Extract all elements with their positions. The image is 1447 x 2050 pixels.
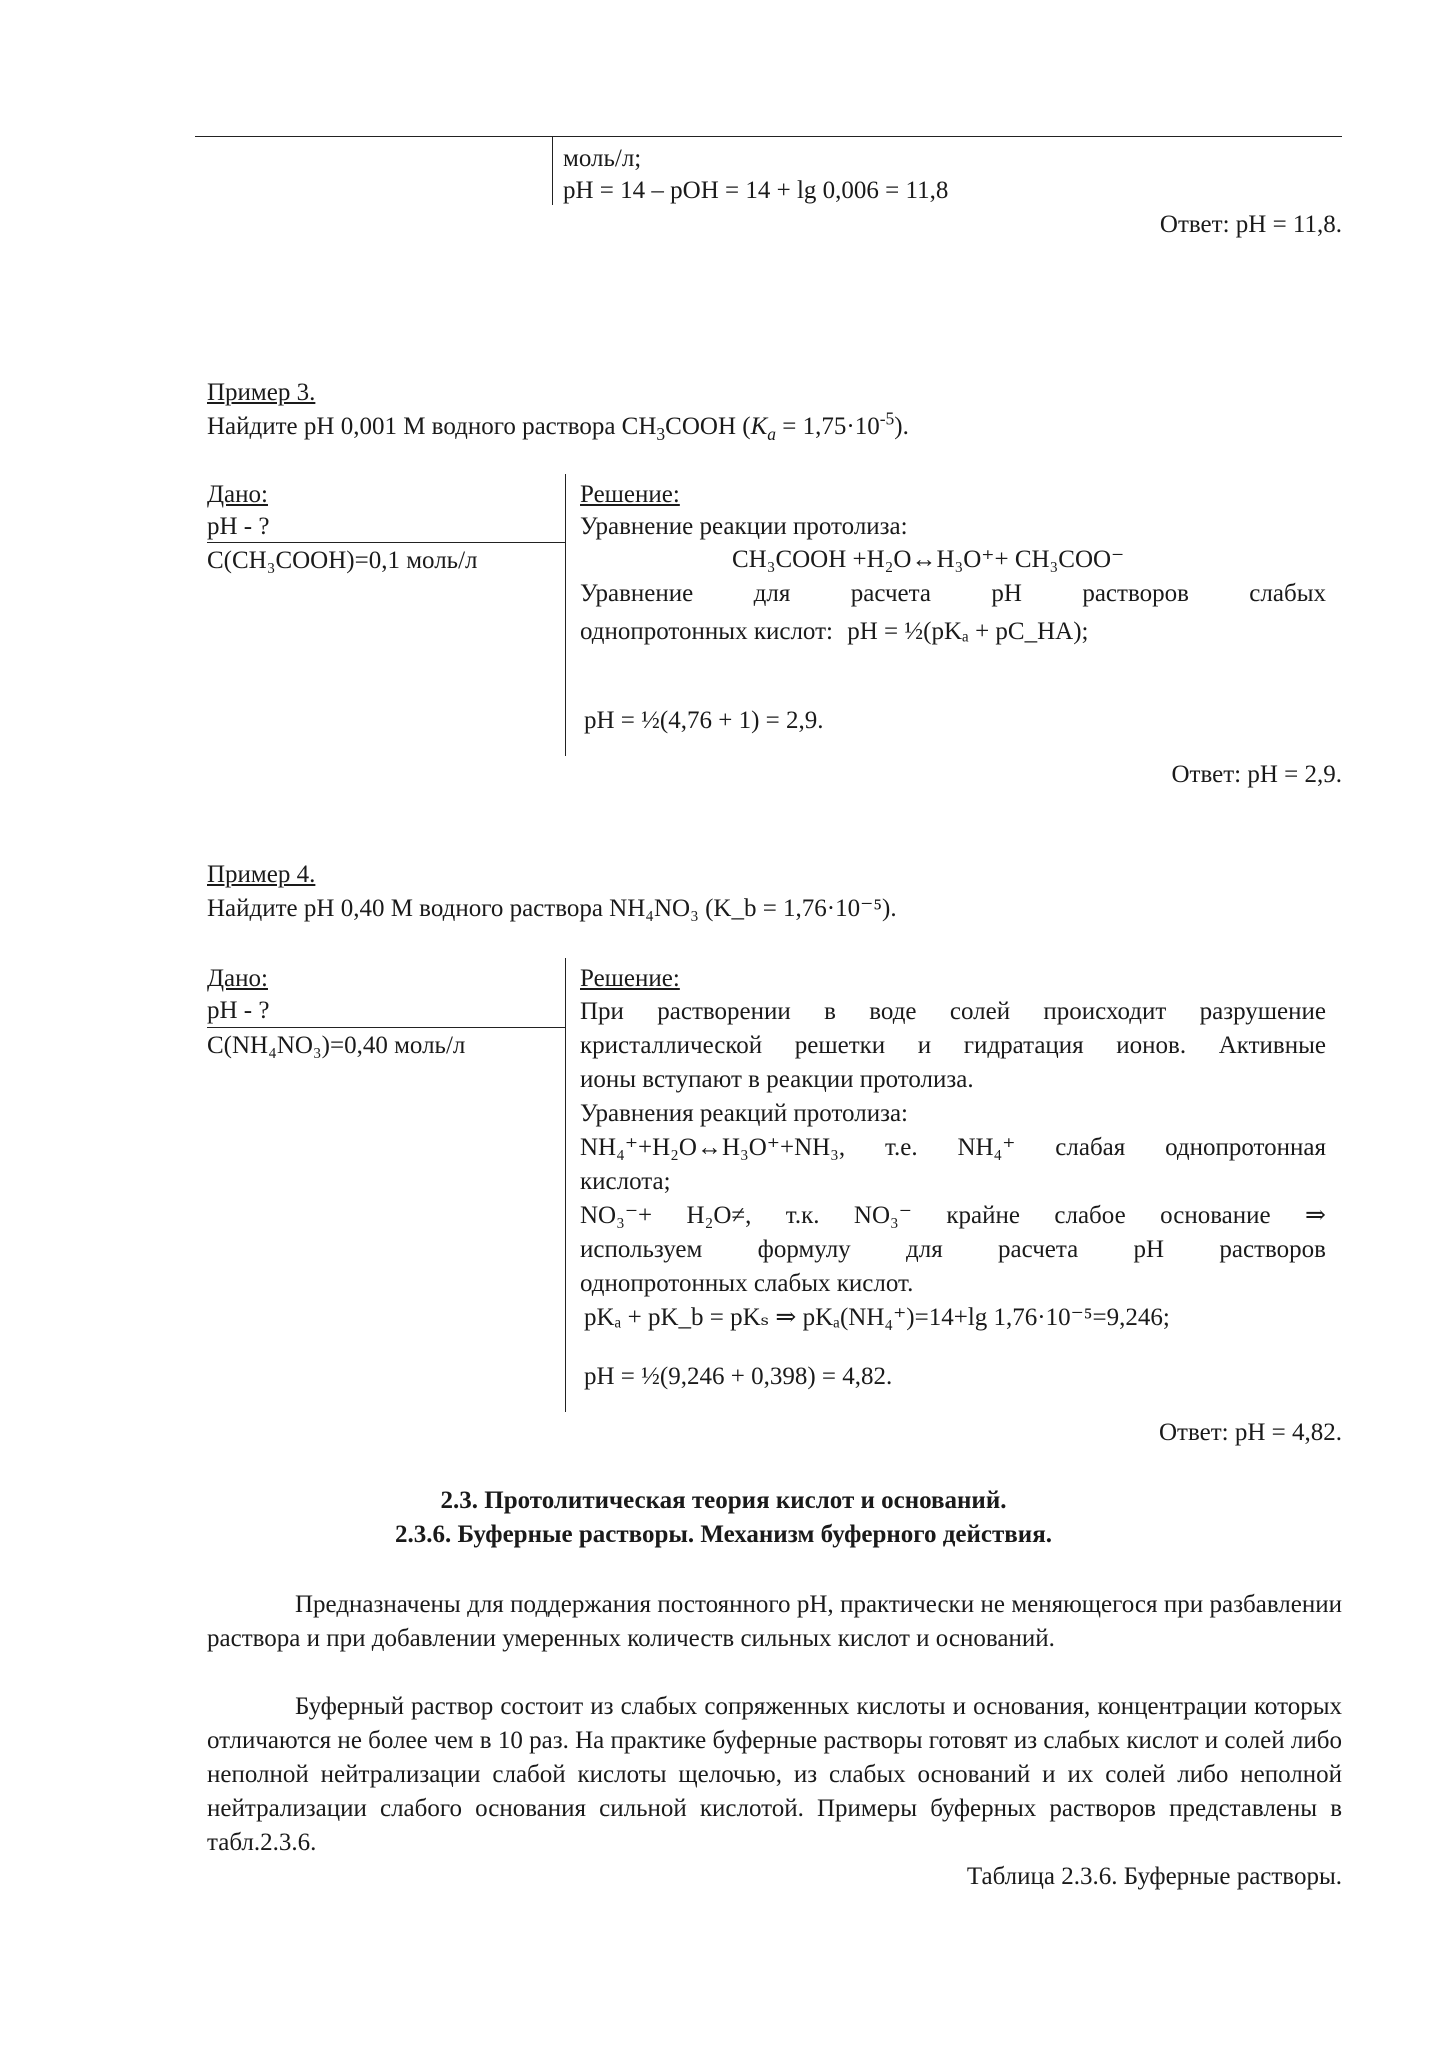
example3-given-c: C(CH₃COOH)=0,1 моль/л — [207, 547, 478, 574]
example4-task: Найдите pH 0,40 М водного раствора NH₄NO₃ (K_b = 1,76·10⁻⁵). — [207, 895, 897, 922]
example3-eq-text2: однопротонных кислот: — [580, 618, 833, 645]
example3-divider — [565, 474, 566, 756]
example3-title: Пример 3. — [207, 379, 316, 406]
section-heading-2: 2.3.6. Буферные растворы. Механизм буферного действия. — [394, 1521, 1052, 1548]
example3-given-find: pH - ? — [207, 513, 270, 540]
example3-eq-label: Уравнение реакции протолиза: — [580, 513, 908, 540]
example4-sol-line2: кристаллической решетки и гидратация ионов. Активные — [580, 1032, 1326, 1059]
example4-given-find: pH - ? — [207, 997, 270, 1024]
example3-task: Найдите pH 0,001 М водного раствора $CH_3COOH$ $(K_a = 1,75\cdot 10^{-5})$. — [207, 408, 909, 444]
example3-answer: Ответ: pH = 2,9. — [1171, 761, 1342, 788]
example3-eq-text1: Уравнение для расчета pH растворов слабых — [580, 580, 1326, 607]
example4-sol-line3: ионы вступают в реакции протолиза. — [580, 1066, 974, 1093]
top-line-1: моль/л; — [563, 145, 642, 172]
example4-sol-line10: pKₐ + pK_b = pKₛ ⇒ pKₐ(NH₄⁺)=14+lg 1,76·10⁻⁵=9,246; — [584, 1304, 1170, 1331]
example3-solution-label: Решение: — [580, 481, 680, 508]
example4-given-c: C(NH₄NO₃)=0,40 моль/л — [207, 1032, 466, 1059]
example4-sol-line6: кислота; — [580, 1168, 671, 1195]
section-heading-1: 2.3. Протолитическая теория кислот и оснований. — [440, 1487, 1007, 1514]
example4-sol-line7: NO₃⁻+ H₂O≠, т.к. NO₃⁻ крайне слабое основание ⇒ — [580, 1202, 1326, 1229]
example3-reaction: CH₃COOH +H₂O↔H₃O⁺+ CH₃COO⁻ — [732, 546, 1125, 573]
section-para-2: Буферный раствор состоит из слабых сопряженных кислоты и основания, концентрации которых отличаются не более чем в 10 раз. На практике буферные растворы готовят из слабых кислот и солей либо неполной нейтрализации слабой кислоты щелочью, из слабых оснований и их солей либо неполной нейтрализации слабого основания сильной кислотой. Примеры буферных растворов представлены в табл.2.3.6. — [207, 1693, 1342, 1856]
example3-calc: pH = ½(4,76 + 1) = 2,9. — [584, 707, 824, 734]
top-divider — [552, 137, 553, 205]
example4-solution-label: Решение: — [580, 965, 680, 992]
example4-sol-line5: NH₄⁺+H₂O↔H₃O⁺+NH₃, т.е. NH₄⁺ слабая однопротонная — [580, 1134, 1326, 1161]
example4-answer: Ответ: pH = 4,82. — [1158, 1419, 1342, 1446]
table-caption: Таблица 2.3.6. Буферные растворы. — [966, 1863, 1342, 1890]
example4-calc: pH = ½(9,246 + 0,398) = 4,82. — [584, 1363, 893, 1390]
example4-sol-line4: Уравнения реакций протолиза: — [580, 1100, 909, 1127]
example3-formula: pH = ½(pKₐ + pC_НА); — [847, 618, 1089, 645]
top-answer: Ответ: pH = 11,8. — [1159, 211, 1342, 238]
example4-sol-line1: При растворении в воде солей происходит разрушение — [580, 998, 1326, 1025]
example4-given-label: Дано: — [207, 965, 268, 992]
example3-given-label: Дано: — [207, 481, 268, 508]
example3-formula-line — [580, 615, 1089, 649]
top-rule — [195, 136, 1342, 137]
example4-sol-line8: используем формулу для расчета pH растворов — [580, 1236, 1326, 1263]
example4-title: Пример 4. — [207, 861, 316, 888]
example4-sol-line9: однопротонных слабых кислот. — [580, 1270, 914, 1297]
example4-divider — [565, 958, 566, 1412]
section-para-1: Предназначены для поддержания постоянного pH, практически не меняющегося при разбавлении раствора и при добавлении умеренных количеств сильных кислот и оснований. — [207, 1591, 1342, 1652]
top-line-2: pH = 14 – pOH = 14 + lg 0,006 = 11,8 — [563, 177, 949, 204]
